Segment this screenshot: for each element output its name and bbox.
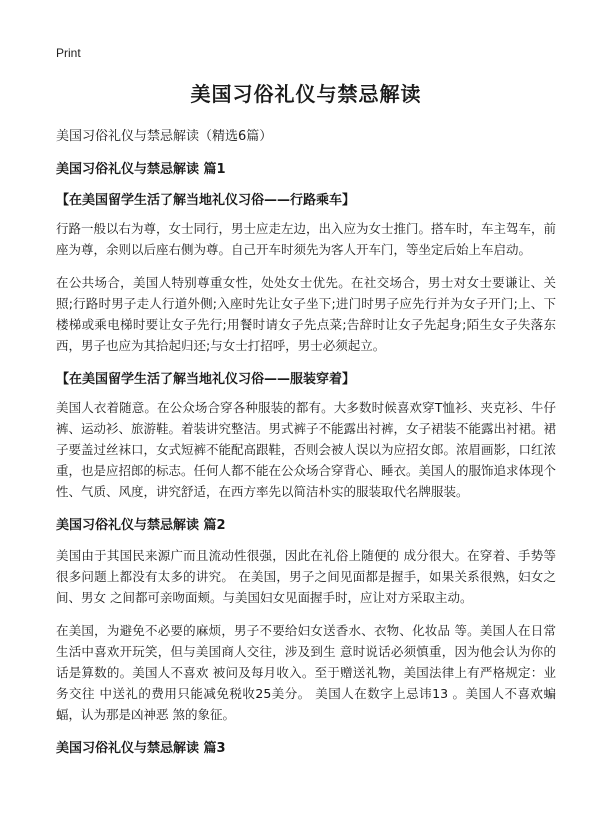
section-heading-2: 美国习俗礼仪与禁忌解读 篇2 bbox=[56, 518, 226, 533]
print-link[interactable]: Print bbox=[56, 46, 81, 60]
section-heading-1: 美国习俗礼仪与禁忌解读 篇1 bbox=[56, 162, 226, 177]
page-title: 美国习俗礼仪与禁忌解读 bbox=[190, 82, 422, 106]
paragraph: 美国人衣着随意。在公众场合穿各种服装的都有。大多数时候喜欢穿T恤衫、夹克衫、牛仔裤、运动衫、旅游鞋。着装讲究整洁。男式裤子不能露出衬裤，女子裙装不能露出衬裙。裙子要盖过丝袜口，女式短裤不能配高跟鞋，否则会被人误以为应招女郎。浓眉画影，口红浓重，也是应招郎的标志。任何人都不能在公众场合穿背心、睡衣。美国人的服饰追求体现个性、气质、风度，讲究舒适，在西方率先以简洁朴实的服装取代名牌服装。 bbox=[56, 400, 557, 499]
topic-heading-clothing: 【在美国留学生活了解当地礼仪习俗——服装穿着】 bbox=[56, 372, 356, 387]
paragraph: 在公共场合，美国人特别尊重女性，处处女士优先。在社交场合，男士对女士要谦让、关照;行路时男子走人行道外侧;入座时先让女子坐下;进门时男子应先行并为女子开门;上、下楼梯或乘电梯时要让女子先行;用餐时请女子先点菜;告辞时让女子先起身;陌生女子失落东西，男子也应为其拾起归还;与女士打招呼，男士必须起立。 bbox=[56, 275, 556, 353]
section-heading-3: 美国习俗礼仪与禁忌解读 篇3 bbox=[56, 741, 226, 756]
topic-heading-travel: 【在美国留学生活了解当地礼仪习俗——行路乘车】 bbox=[56, 193, 356, 208]
paragraph: 美国由于其国民来源广而且流动性很强，因此在礼俗上随便的 成分很大。在穿着、手势等很多问题上都没有太多的讲究。 在美国，男子之间见面都是握手，如果关系很熟，妇女之间、男女 之间都可亲吻面颊。与美国妇女见面握手时，应让对方采取主动。 bbox=[56, 548, 556, 605]
paragraph: 行路一般以右为尊，女士同行，男士应走左边，出入应为女士推门。搭车时，车主驾车，前座为尊，余则以后座右侧为尊。自己开车时须先为客人开车门，等坐定后始上车启动。 bbox=[56, 221, 557, 257]
paragraph: 在美国，为避免不必要的麻烦，男子不要给妇女送香水、衣物、化妆品 等。美国人在日常生活中喜欢开玩笑，但与美国商人交往，涉及到生 意时说话必须慎重，因为他会认为你的话是算数的。美国人不喜欢 被问及每月收入。至于赠送礼物，美国法律上有严格规定：业务交往 中送礼的费用只能减免税收25美分。 美国人在数字上忌讳13 。美国人不喜欢蝙蝠，认为那是凶神恶 煞的象征。 bbox=[56, 623, 556, 722]
document-subtitle: 美国习俗礼仪与禁忌解读（精选6篇） bbox=[56, 129, 273, 144]
